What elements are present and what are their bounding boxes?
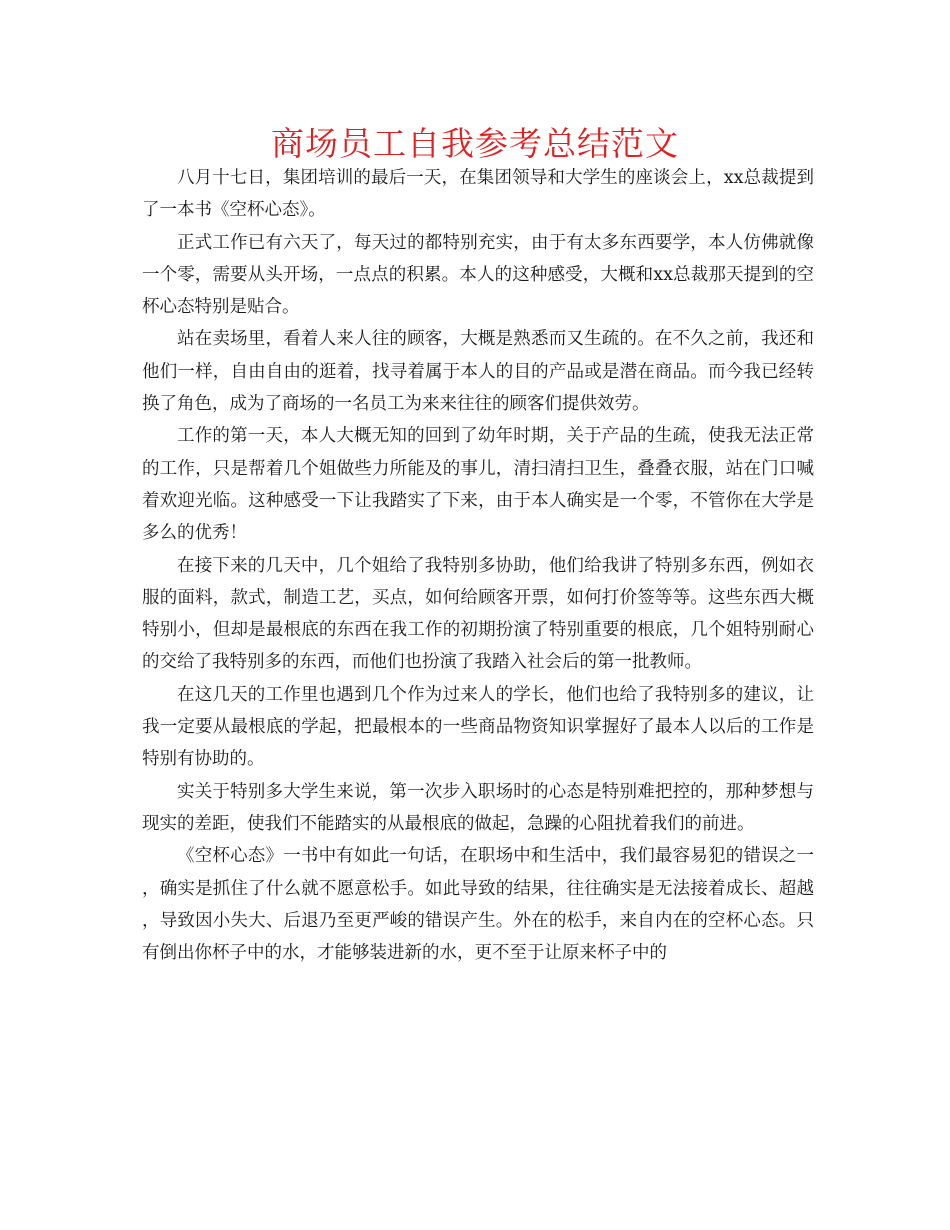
paragraph: 正式工作已有六天了，每天过的都特别充实，由于有太多东西要学，本人仿佛就像一个零，需要从头开场，一点点的积累。本人的这种感受，大概和xx总裁那天提到的空杯心态特别是贴合。 [142, 232, 814, 318]
paragraph: 《空杯心态》一书中有如此一句话，在职场中和生活中，我们最容易犯的错误之一，确实是抓住了什么就不愿意松手。如此导致的结果，往往确实是无法接着成长、超越，导致因小失大、后退乃至更严峻的错误产生。外在的松手，来自内在的空杯心态。只有倒出你杯子中的水，才能够装进新的水，更不至于让原来杯子中的 [142, 846, 814, 964]
paragraph: 八月十七日，集团培训的最后一天，在集团领导和大学生的座谈会上，xx总裁提到了一本书《空杯心态》。 [142, 168, 814, 221]
paragraph: 在接下来的几天中，几个姐给了我特别多协助，他们给我讲了特别多东西，例如衣服的面料，款式，制造工艺，买点，如何给顾客开票，如何打价签等等。这些东西大概特别小，但却是最根底的东西在我工作的初期扮演了特别重要的根底，几个姐特别耐心的交给了我特别多的东西，而他们也扮演了我踏入社会后的第一批教师。 [142, 555, 814, 673]
paragraph: 在这几天的工作里也遇到几个作为过来人的学长，他们也给了我特别多的建议，让我一定要从最根底的学起，把最根本的一些商品物资知识掌握好了最本人以后的工作是特别有协助的。 [142, 684, 814, 770]
paragraph: 站在卖场里，看着人来人往的顾客，大概是熟悉而又生疏的。在不久之前，我还和他们一样，自由自由的逛着，找寻着属于本人的目的产品或是潜在商品。而今我已经转换了角色，成为了商场的一名员工为来来往往的顾客们提供效劳。 [142, 329, 814, 415]
paragraph: 实关于特别多大学生来说，第一次步入职场时的心态是特别难把控的，那种梦想与现实的差距，使我们不能踏实的从最根底的做起，急躁的心阻扰着我们的前进。 [142, 781, 814, 834]
paragraph: 工作的第一天，本人大概无知的回到了幼年时期，关于产品的生疏，使我无法正常的工作，只是帮着几个姐做些力所能及的事儿，清扫清扫卫生，叠叠衣服，站在门口喊着欢迎光临。这种感受一下让我踏实了下来，由于本人确实是一个零，不管你在大学是多么的优秀！ [142, 426, 814, 544]
document-title: 商场员工自我参考总结范文 [271, 124, 679, 163]
document-body [142, 162, 814, 969]
